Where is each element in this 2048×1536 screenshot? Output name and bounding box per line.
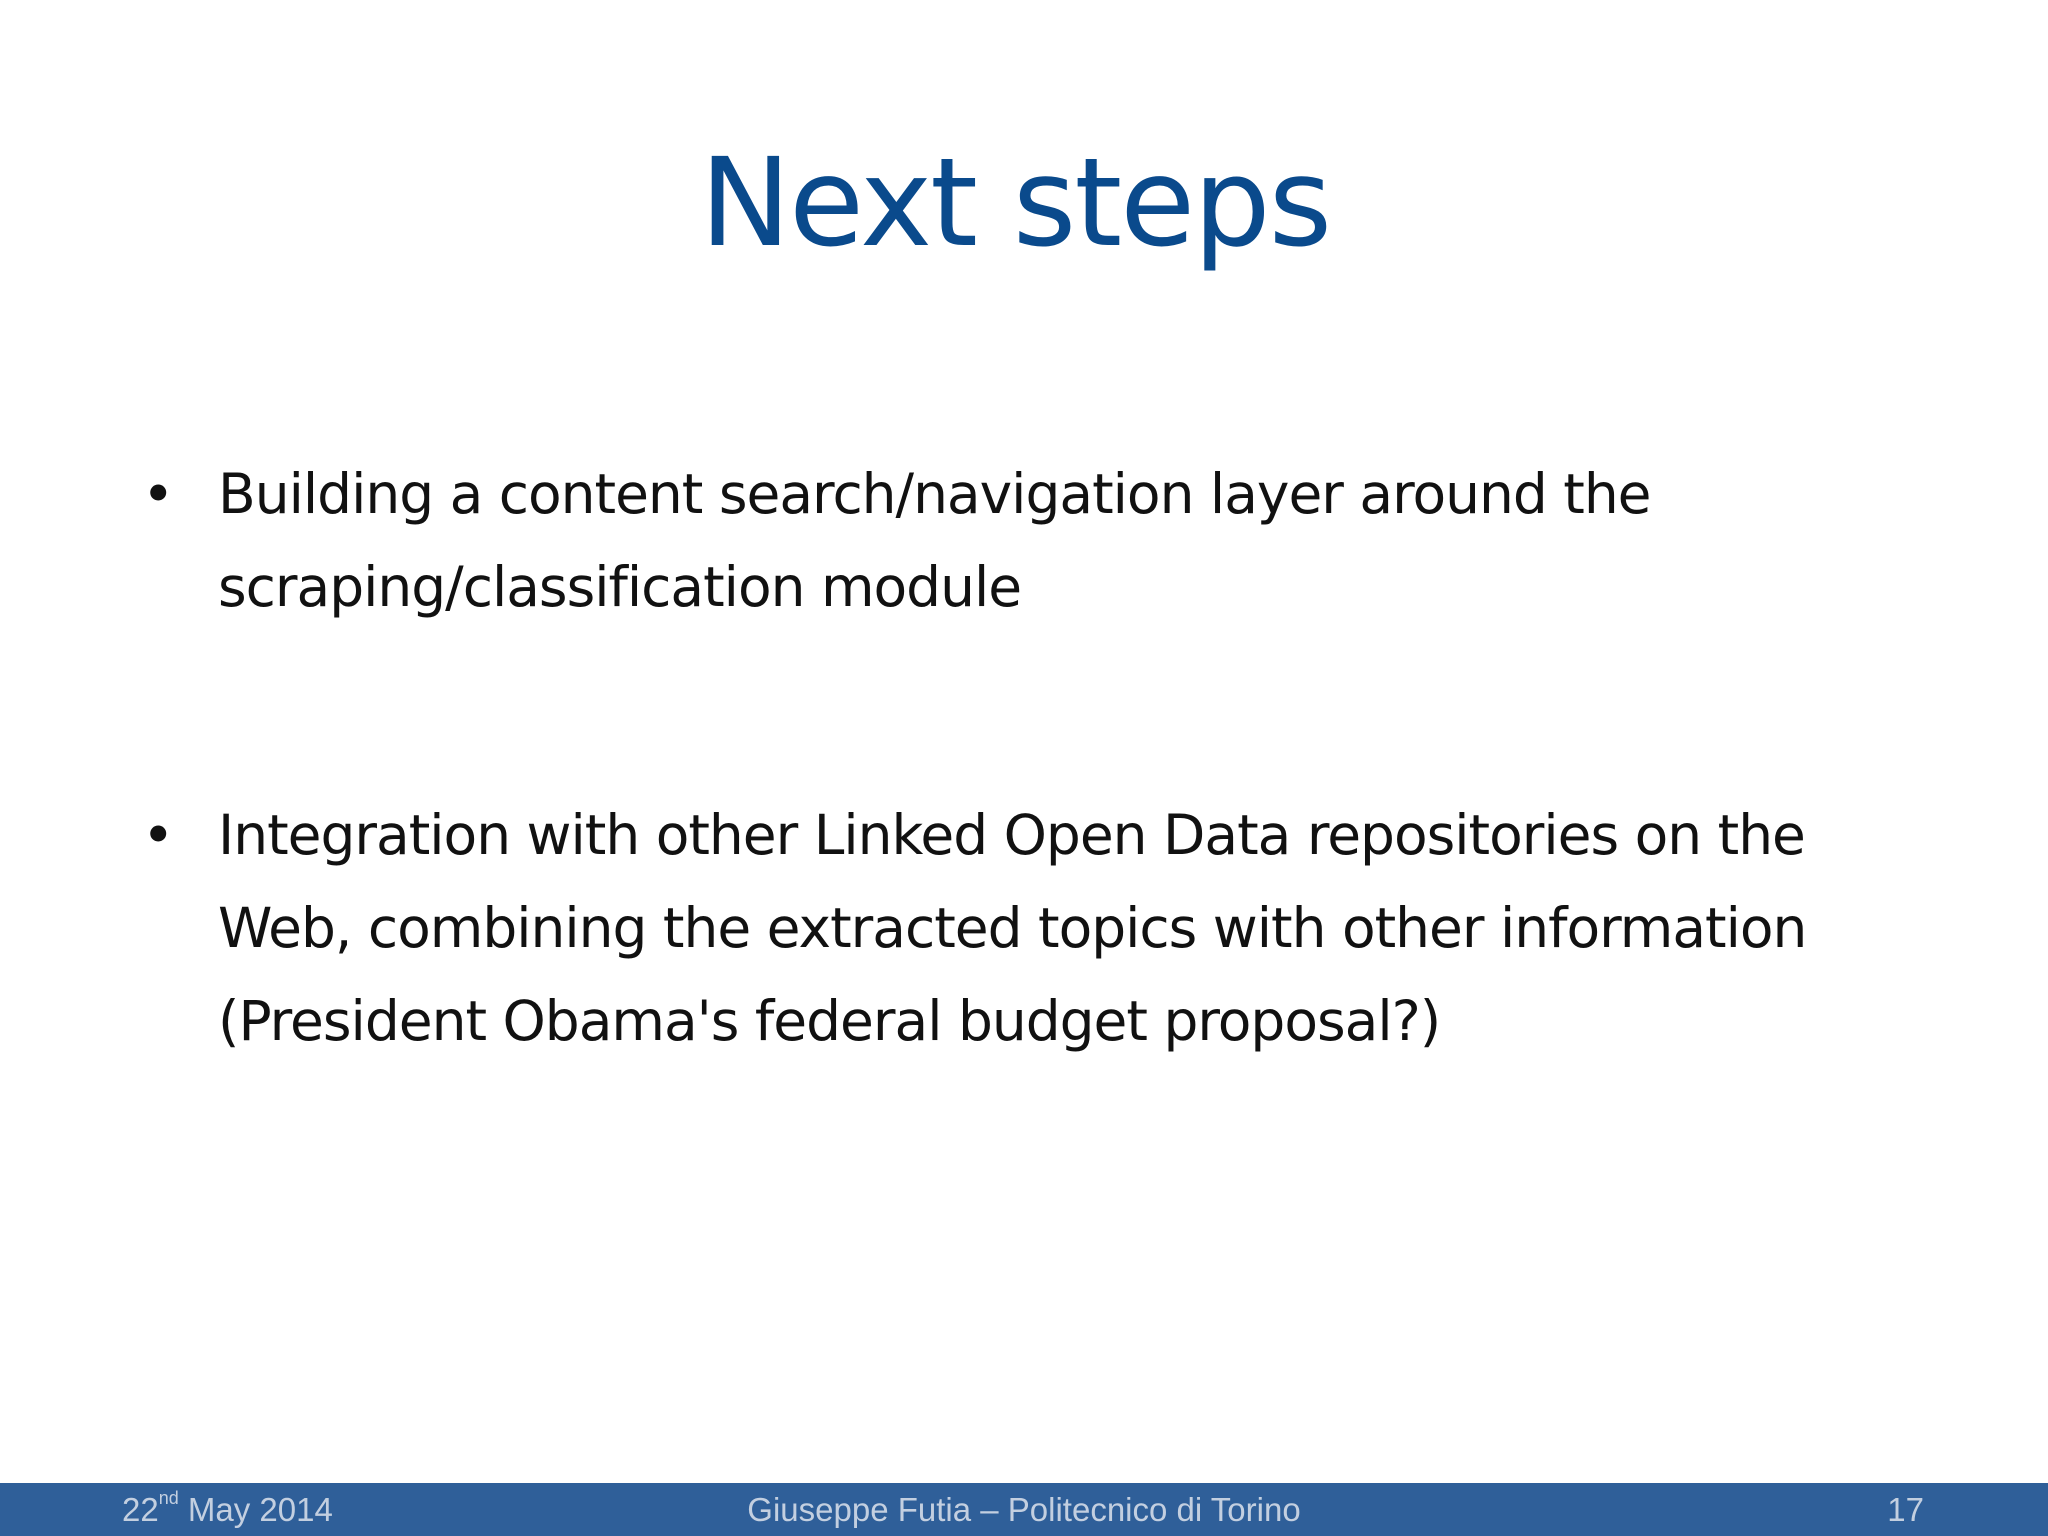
footer-date-day: 22 — [122, 1491, 159, 1528]
bullet-dot-icon: • — [142, 462, 174, 526]
slide-title: Next steps — [699, 132, 1331, 274]
footer-bar — [0, 1483, 2048, 1536]
bullet-dot-icon: • — [142, 803, 174, 867]
footer-date-rest: May 2014 — [178, 1491, 333, 1528]
footer-date-suffix: nd — [158, 1488, 179, 1508]
page-number: 17 — [1887, 1491, 1924, 1528]
footer-author: Giuseppe Futia – Politecnico di Torino — [747, 1491, 1301, 1528]
bullet-item — [142, 789, 1938, 1068]
bullet-text: Building a content search/navigation layer around the scraping/classification module — [218, 462, 1651, 619]
bullet-item — [142, 448, 1938, 634]
bullet-text: Integration with other Linked Open Data repositories on the Web, combining the extracted topics with other information (President Obama's federal budget proposal?) — [218, 803, 1807, 1053]
